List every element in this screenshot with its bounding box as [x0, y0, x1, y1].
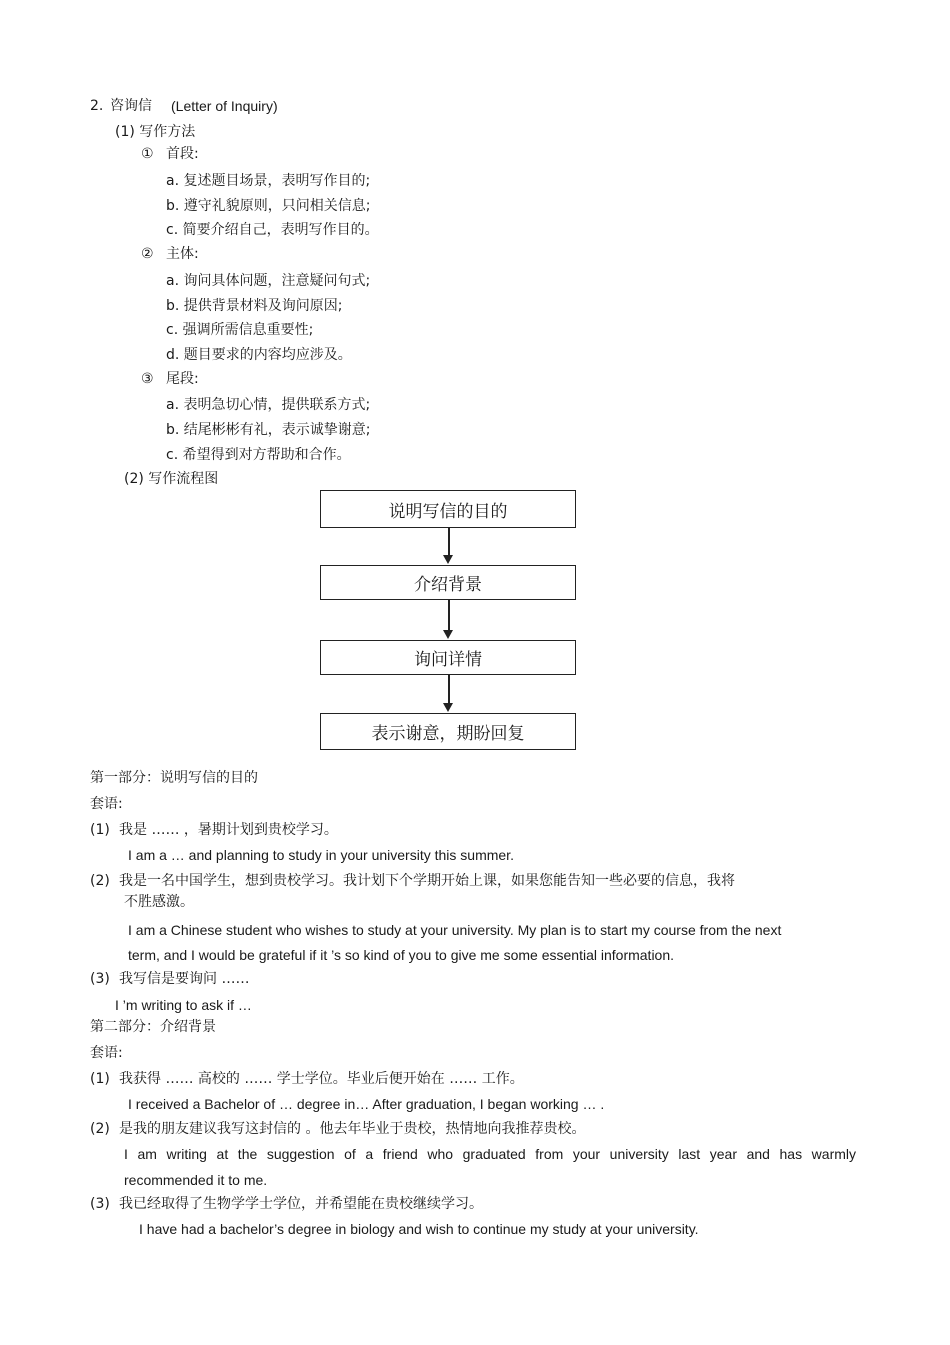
list-item: c. 简要介绍自己，表明写作目的。 — [166, 222, 379, 238]
method-label: (1) 写作方法 — [115, 124, 196, 140]
item-english: I ’m writing to ask if … — [115, 997, 252, 1013]
list-item: a. 询问具体问题，注意疑问句式; — [166, 273, 371, 289]
list-item: b. 遵守礼貌原则，只问相关信息; — [166, 198, 371, 214]
list-item: c. 强调所需信息重要性; — [166, 322, 314, 338]
flow-arrow-icon — [447, 600, 450, 640]
item-number: (1) — [90, 1071, 110, 1087]
item-english: I received a Bachelor of … degree in… After graduation, I began working … . — [128, 1096, 605, 1112]
item-english: I am a Chinese student who wishes to study at your university. My plan is to start my course from the next — [128, 922, 782, 938]
heading-title: 咨询信 — [110, 98, 152, 114]
flow-step-details: 询问详情 — [320, 640, 576, 675]
list-item: c. 希望得到对方帮助和合作。 — [166, 447, 351, 463]
item-number: (3) — [90, 971, 110, 987]
list-item: b. 提供背景材料及询问原因; — [166, 298, 343, 314]
item-english: I am writing at the suggestion of a friend who graduated from your university last year and has warmly — [124, 1146, 856, 1162]
flow-step-background: 介绍背景 — [320, 565, 576, 600]
item-english: recommended it to me. — [124, 1172, 268, 1188]
item-chinese: 我获得 …… 高校的 …… 学士学位。毕业后便开始在 …… 工作。 — [119, 1071, 524, 1087]
section-title: 首段: — [166, 146, 199, 162]
list-item: b. 结尾彬彬有礼，表示诚挚谢意; — [166, 422, 371, 438]
item-chinese-continued: 不胜感激。 — [124, 894, 194, 910]
item-number: (2) — [90, 873, 110, 889]
heading-title-english: (Letter of Inquiry) — [171, 98, 278, 114]
item-chinese: 我是一名中国学生，想到贵校学习。我计划下个学期开始上课，如果您能告知一些必要的信息，我将 — [119, 873, 735, 889]
item-number: (2) — [90, 1121, 110, 1137]
item-english: I have had a bachelor’s degree in biology and wish to continue my study at your university. — [139, 1221, 699, 1237]
section-marker: ③ — [141, 371, 154, 387]
section-marker: ① — [141, 146, 154, 162]
list-item: a. 表明急切心情，提供联系方式; — [166, 397, 371, 413]
heading-number: 2. — [90, 98, 104, 114]
item-chinese: 我已经取得了生物学学士学位，并希望能在贵校继续学习。 — [119, 1196, 483, 1212]
flow-arrow-icon — [447, 528, 450, 565]
item-english: I am a … and planning to study in your university this summer. — [128, 847, 514, 863]
flow-arrow-icon — [447, 675, 450, 713]
item-number: (3) — [90, 1196, 110, 1212]
part1-title: 第一部分：说明写信的目的 — [90, 770, 258, 786]
part1-phrase-label: 套语: — [90, 796, 123, 812]
list-item: d. 题目要求的内容均应涉及。 — [166, 347, 352, 363]
section-title: 尾段: — [166, 371, 199, 387]
list-item: a. 复述题目场景，表明写作目的; — [166, 173, 371, 189]
flow-label: (2) 写作流程图 — [124, 471, 219, 487]
item-english: term, and I would be grateful if it ’s so kind of you to give me some essential information. — [128, 947, 675, 963]
part2-title: 第二部分：介绍背景 — [90, 1019, 216, 1035]
section-title: 主体: — [166, 246, 199, 262]
section-marker: ② — [141, 246, 154, 262]
item-chinese: 我写信是要询问 …… — [119, 971, 250, 987]
item-chinese: 是我的朋友建议我写这封信的 。他去年毕业于贵校，热情地向我推荐贵校。 — [119, 1121, 586, 1137]
item-chinese: 我是 …… ，暑期计划到贵校学习。 — [119, 822, 338, 838]
flow-step-purpose: 说明写信的目的 — [320, 490, 576, 528]
part2-phrase-label: 套语: — [90, 1045, 123, 1061]
flow-step-thanks: 表示谢意，期盼回复 — [320, 713, 576, 750]
item-number: (1) — [90, 822, 110, 838]
